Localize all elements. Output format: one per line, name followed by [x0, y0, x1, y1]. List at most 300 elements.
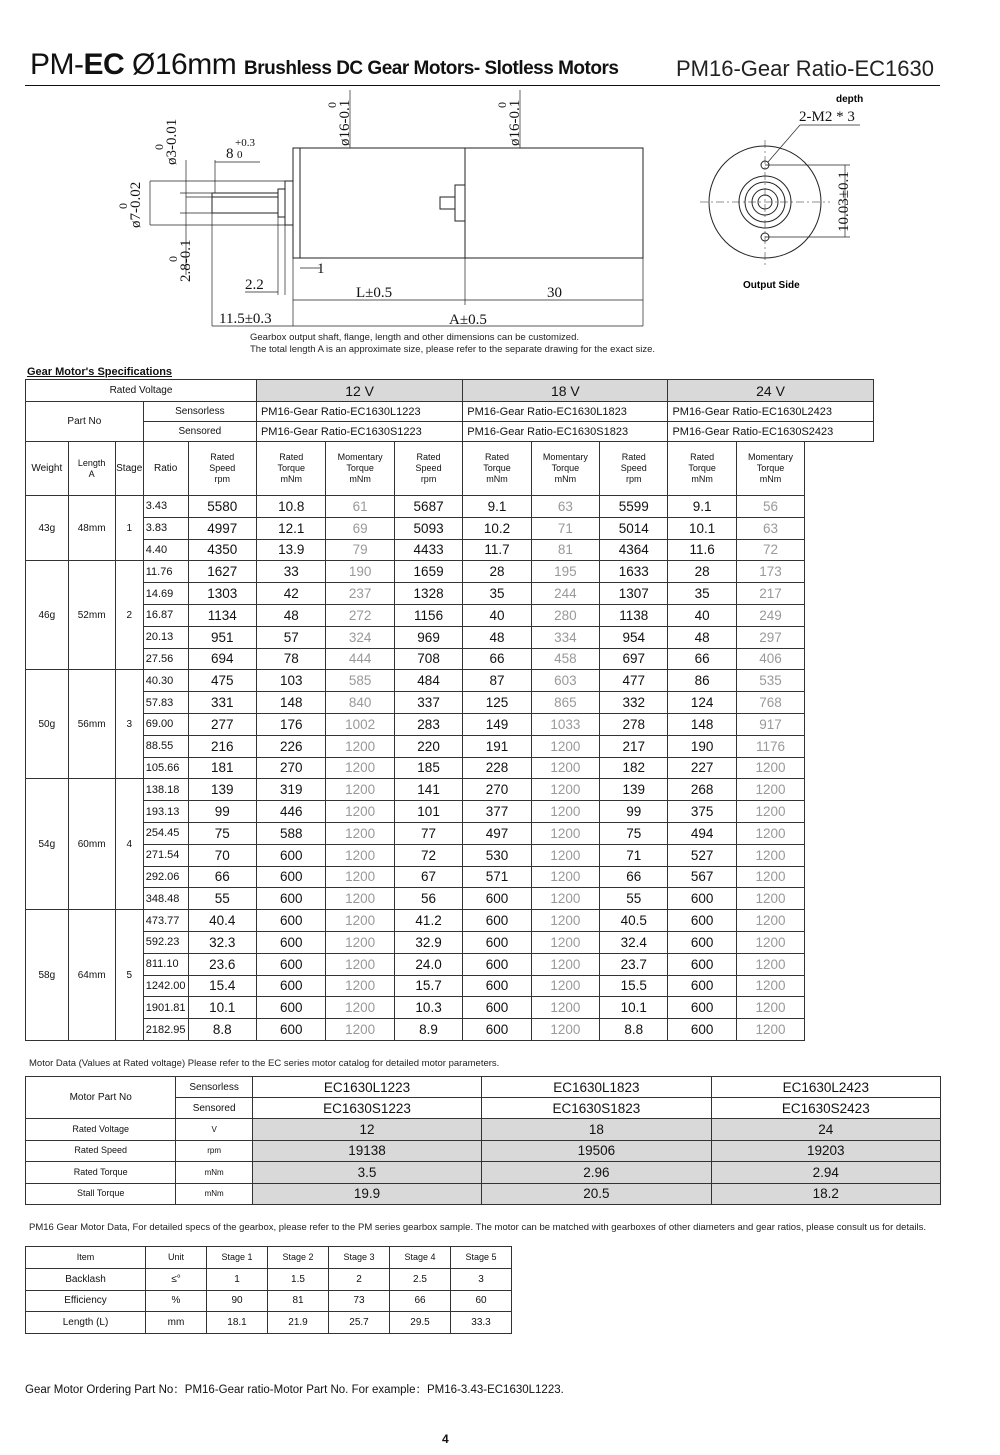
momentary-torque-cell: 1200 [326, 953, 394, 975]
col-length-text: Length [77, 457, 106, 468]
momentary-torque-cell: 1200 [531, 801, 599, 823]
momentary-torque-cell: 1200 [531, 910, 599, 932]
ratio-cell: 348.48 [143, 888, 188, 910]
rated-torque-cell: 600 [256, 997, 326, 1019]
momentary-torque-cell: 1200 [736, 1019, 804, 1041]
rated-torque-cell: 600 [463, 910, 531, 932]
motor-sensorless-part: EC1630L1823 [482, 1077, 711, 1098]
rated-speed-cell: 8.8 [600, 1019, 668, 1041]
ratio-cell: 473.77 [143, 910, 188, 932]
momentary-torque-cell: 1200 [326, 844, 394, 866]
momentary-torque-cell: 1200 [736, 997, 804, 1019]
header-text: Rated [279, 452, 304, 462]
ratio-cell: 3.83 [143, 517, 188, 539]
rated-torque-cell: 375 [668, 801, 736, 823]
rated-torque-cell: 42 [256, 583, 326, 605]
weight-cell: 50g [26, 670, 69, 779]
rated-torque-cell: 12.1 [256, 517, 326, 539]
rated-speed-cell: 23.6 [188, 953, 256, 975]
momentary-torque-cell: 1200 [736, 822, 804, 844]
rated-speed-cell: 708 [394, 648, 462, 670]
momentary-torque-cell: 69 [326, 517, 394, 539]
page-header [25, 42, 940, 86]
rated-torque-cell: 190 [668, 735, 736, 757]
rated-speed-cell: 220 [394, 735, 462, 757]
momentary-torque-cell: 1200 [736, 779, 804, 801]
momentary-torque-cell: 1200 [531, 822, 599, 844]
rated-speed-cell: 70 [188, 844, 256, 866]
rated-torque-cell: 270 [463, 779, 531, 801]
momentary-torque-cell: 297 [736, 626, 804, 648]
sensorless-label: Sensorless [176, 1077, 252, 1098]
motor-param-label: Rated Voltage [26, 1119, 176, 1141]
momentary-torque-cell: 244 [531, 583, 599, 605]
rated-torque-cell: 600 [463, 997, 531, 1019]
gear-item-label: Efficiency [26, 1290, 146, 1312]
momentary-torque-cell: 1200 [531, 779, 599, 801]
length-cell: 52mm [68, 561, 115, 670]
rated-torque-cell: 10.1 [668, 517, 736, 539]
title-pm: PM- [30, 48, 84, 81]
rated-speed-cell: 278 [600, 713, 668, 735]
model-title: PM16-Gear Ratio-EC1630 [675, 56, 934, 81]
header-text: Torque [483, 463, 511, 473]
dim-boss-dia: ø7-0.02 [128, 181, 144, 228]
gear-item-label: Backlash [26, 1269, 146, 1291]
table-row [26, 953, 941, 975]
table-row [26, 1119, 941, 1141]
rated-torque-cell: 191 [463, 735, 531, 757]
ratio-cell: 69.00 [143, 713, 188, 735]
header-text: mNm [554, 474, 577, 484]
rated-speed-cell: 139 [188, 779, 256, 801]
sensored-label: Sensored [143, 422, 256, 442]
gear-value: 81 [268, 1290, 329, 1312]
rated-speed-cell: 694 [188, 648, 256, 670]
rated-torque-cell: 319 [256, 779, 326, 801]
gear-header: Stage 1 [207, 1247, 268, 1269]
ratio-cell: 88.55 [143, 735, 188, 757]
rated-speed-cell: 10.1 [188, 997, 256, 1019]
motor-param-value: 24 [711, 1119, 940, 1141]
motor-data-caption: Motor Data (Values at Rated voltage) Please refer to the EC series motor catalog for detailed motor parameters. [29, 1058, 500, 1069]
rated-torque-cell: 149 [463, 713, 531, 735]
length-cell: 60mm [68, 779, 115, 910]
stage-cell: 3 [115, 670, 143, 779]
length-cell: 64mm [68, 910, 115, 1041]
weight-cell: 58g [26, 910, 69, 1041]
motor-data-table [25, 1076, 941, 1205]
ordering-info: Gear Motor Ordering Part No：PM16-Gear ratio-Motor Part No. For example：PM16-3.43-EC1630L1223. [25, 1384, 564, 1396]
rated-speed-cell: 951 [188, 626, 256, 648]
rated-torque-cell: 600 [463, 931, 531, 953]
motor-sensored-part: EC1630S2423 [711, 1098, 940, 1119]
motor-param-value: 19203 [711, 1140, 940, 1162]
header-text: Rated [210, 452, 235, 462]
header-text: rpm [420, 474, 437, 484]
col-momentary-torque [736, 442, 804, 496]
gear-value: 3 [451, 1269, 512, 1291]
motor-param-unit: rpm [176, 1140, 252, 1162]
ratio-cell: 254.45 [143, 822, 188, 844]
motor-param-unit: mNm [176, 1183, 252, 1205]
rated-speed-cell: 8.9 [394, 1019, 462, 1041]
dim-shaft-len-tol2: 0 [237, 149, 243, 161]
table-row [26, 866, 941, 888]
motor-sensored-part: EC1630S1223 [252, 1098, 481, 1119]
table-row [26, 931, 941, 953]
momentary-torque-cell: 81 [531, 539, 599, 561]
rated-torque-cell: 66 [463, 648, 531, 670]
sensorless-part-no: PM16-Gear Ratio-EC1630L2423 [668, 402, 873, 422]
rated-speed-cell: 75 [188, 822, 256, 844]
gear-header: Stage 3 [329, 1247, 390, 1269]
col-ratio: Ratio [143, 442, 188, 496]
header-text: Rated [690, 452, 715, 462]
momentary-torque-cell: 1200 [531, 844, 599, 866]
rated-torque-cell: 600 [668, 910, 736, 932]
sensored-part-no: PM16-Gear Ratio-EC1630S1223 [256, 422, 462, 442]
table-row [26, 442, 941, 496]
dim-30: 30 [547, 285, 562, 301]
momentary-torque-cell: 1200 [531, 975, 599, 997]
motor-param-label: Rated Speed [26, 1140, 176, 1162]
gear-header: Stage 2 [268, 1247, 329, 1269]
ratio-cell: 40.30 [143, 670, 188, 692]
rated-torque-cell: 48 [463, 626, 531, 648]
gear-value: 21.9 [268, 1312, 329, 1334]
dim-boss-len: 2.2 [245, 277, 264, 293]
momentary-torque-cell: 1200 [326, 910, 394, 932]
momentary-torque-cell: 768 [736, 692, 804, 714]
spec-title: Gear Motor's Specifications [27, 366, 173, 378]
col-rated-torque [668, 442, 736, 496]
ratio-cell: 592.23 [143, 931, 188, 953]
rated-speed-cell: 697 [600, 648, 668, 670]
rated-torque-cell: 227 [668, 757, 736, 779]
momentary-torque-cell: 1200 [326, 1019, 394, 1041]
ratio-cell: 292.06 [143, 866, 188, 888]
ratio-cell: 16.87 [143, 604, 188, 626]
ratio-cell: 11.76 [143, 561, 188, 583]
gear-header: Item [26, 1247, 146, 1269]
momentary-torque-cell: 1200 [736, 975, 804, 997]
momentary-torque-cell: 1200 [531, 866, 599, 888]
motor-param-value: 12 [252, 1119, 481, 1141]
table-row [26, 713, 941, 735]
momentary-torque-cell: 56 [736, 496, 804, 518]
depth-label: depth [836, 94, 864, 105]
motor-param-unit: V [176, 1119, 252, 1141]
header-text: Torque [277, 463, 305, 473]
momentary-torque-cell: 1176 [736, 735, 804, 757]
rated-torque-cell: 530 [463, 844, 531, 866]
motor-param-value: 19506 [482, 1140, 711, 1162]
dim-L: L±0.5 [356, 285, 393, 301]
header-text: Momentary [542, 452, 588, 462]
momentary-torque-cell: 324 [326, 626, 394, 648]
rated-torque-cell: 600 [256, 1019, 326, 1041]
rated-speed-cell: 56 [394, 888, 462, 910]
header-text: rpm [625, 474, 642, 484]
gear-header: Stage 5 [451, 1247, 512, 1269]
sensorless-label: Sensorless [143, 402, 256, 422]
sensored-part-no: PM16-Gear Ratio-EC1630S1823 [463, 422, 668, 442]
rated-speed-cell: 15.5 [600, 975, 668, 997]
rated-speed-cell: 8.8 [188, 1019, 256, 1041]
gear-value: 60 [451, 1290, 512, 1312]
rated-speed-cell: 4350 [188, 539, 256, 561]
table-row [26, 422, 941, 442]
rated-speed-cell: 337 [394, 692, 462, 714]
stage-cell: 2 [115, 561, 143, 670]
motor-param-value: 18 [482, 1119, 711, 1141]
rated-torque-cell: 40 [668, 604, 736, 626]
rated-speed-cell: 40.5 [600, 910, 668, 932]
ratio-cell: 811.10 [143, 953, 188, 975]
rated-torque-cell: 600 [668, 975, 736, 997]
dim-shaft-len-tol: +0.3 [235, 137, 255, 149]
rated-torque-cell: 103 [256, 670, 326, 692]
rated-torque-cell: 600 [668, 953, 736, 975]
rated-speed-cell: 67 [394, 866, 462, 888]
momentary-torque-cell: 1200 [326, 888, 394, 910]
dim-flat: 2.8-0.1 [178, 239, 194, 282]
momentary-torque-cell: 1200 [326, 779, 394, 801]
header-text: Momentary [337, 452, 383, 462]
col-rated-speed [188, 442, 256, 496]
momentary-torque-cell: 195 [531, 561, 599, 583]
header-text: mNm [486, 474, 508, 484]
rated-speed-cell: 1156 [394, 604, 462, 626]
stage-cell: 4 [115, 779, 143, 910]
motor-param-value: 2.94 [711, 1162, 940, 1184]
gear-value: 2 [329, 1269, 390, 1291]
rated-torque-cell: 377 [463, 801, 531, 823]
weight-cell: 43g [26, 496, 69, 561]
thread-label: 2-M2 * 3 [799, 109, 855, 125]
rated-speed-cell: 32.9 [394, 931, 462, 953]
table-row [26, 561, 941, 583]
rated-torque-cell: 125 [463, 692, 531, 714]
length-cell: 48mm [68, 496, 115, 561]
title-diameter: Ø16mm [124, 48, 245, 81]
technical-drawing [0, 86, 1000, 332]
rated-speed-cell: 99 [188, 801, 256, 823]
weight-cell: 46g [26, 561, 69, 670]
note-line: Gearbox output shaft, flange, length and other dimensions can be customized. [250, 332, 580, 343]
rated-torque-cell: 35 [668, 583, 736, 605]
rated-speed-cell: 32.4 [600, 931, 668, 953]
gear-header: Stage 4 [390, 1247, 451, 1269]
gear-note: PM16 Gear Motor Data, For detailed specs of the gearbox, please refer to the PM series gearbox sample. The motor can be matched with gearboxes of other diameters and gear ratios, please consult us for details. [29, 1222, 926, 1233]
table-row [26, 583, 941, 605]
momentary-torque-cell: 1200 [326, 975, 394, 997]
table-row [26, 1312, 512, 1334]
header-text: Momentary [748, 452, 794, 462]
rated-torque-cell: 48 [256, 604, 326, 626]
rated-voltage-label: Rated Voltage [26, 380, 257, 402]
rated-speed-cell: 66 [600, 866, 668, 888]
momentary-torque-cell: 458 [531, 648, 599, 670]
rated-torque-cell: 57 [256, 626, 326, 648]
rated-torque-cell: 600 [463, 888, 531, 910]
rated-torque-cell: 176 [256, 713, 326, 735]
motor-part-no-label: Motor Part No [26, 1077, 176, 1119]
gear-value: 33.3 [451, 1312, 512, 1334]
rated-speed-cell: 475 [188, 670, 256, 692]
rated-torque-cell: 527 [668, 844, 736, 866]
rated-torque-cell: 600 [668, 931, 736, 953]
dim-flange-dia-top: 0 [325, 102, 339, 108]
rated-speed-cell: 1307 [600, 583, 668, 605]
momentary-torque-cell: 334 [531, 626, 599, 648]
rated-torque-cell: 28 [463, 561, 531, 583]
gear-unit: mm [146, 1312, 207, 1334]
table-row [26, 1247, 512, 1269]
table-row [26, 735, 941, 757]
header-text: mNm [691, 474, 713, 484]
header-text: mNm [759, 474, 782, 484]
length-cell: 56mm [68, 670, 115, 779]
rated-torque-cell: 588 [256, 822, 326, 844]
rated-torque-cell: 28 [668, 561, 736, 583]
header-text: Rated [621, 452, 646, 462]
table-row [26, 888, 941, 910]
rated-torque-cell: 600 [463, 953, 531, 975]
ratio-cell: 2182.95 [143, 1019, 188, 1041]
rated-speed-cell: 4997 [188, 517, 256, 539]
motor-param-unit: mNm [176, 1162, 252, 1184]
rated-speed-cell: 10.1 [600, 997, 668, 1019]
rated-speed-cell: 101 [394, 801, 462, 823]
gear-value: 2.5 [390, 1269, 451, 1291]
rated-speed-cell: 40.4 [188, 910, 256, 932]
table-row [26, 517, 941, 539]
rated-torque-cell: 66 [668, 648, 736, 670]
rated-speed-cell: 277 [188, 713, 256, 735]
momentary-torque-cell: 272 [326, 604, 394, 626]
rated-torque-cell: 600 [256, 975, 326, 997]
momentary-torque-cell: 71 [531, 517, 599, 539]
note-line: The total length A is an approximate size, please refer to the separate drawing for the exact size. [250, 344, 656, 355]
rated-torque-cell: 48 [668, 626, 736, 648]
ratio-cell: 57.83 [143, 692, 188, 714]
rated-torque-cell: 567 [668, 866, 736, 888]
momentary-torque-cell: 603 [531, 670, 599, 692]
rated-torque-cell: 494 [668, 822, 736, 844]
dim-10-03: 10.03±0.1 [836, 171, 852, 232]
rated-torque-cell: 226 [256, 735, 326, 757]
drawing-notes [250, 332, 655, 356]
rated-torque-cell: 78 [256, 648, 326, 670]
momentary-torque-cell: 840 [326, 692, 394, 714]
rated-speed-cell: 71 [600, 844, 668, 866]
rated-speed-cell: 182 [600, 757, 668, 779]
momentary-torque-cell: 1200 [326, 931, 394, 953]
momentary-torque-cell: 217 [736, 583, 804, 605]
rated-speed-cell: 41.2 [394, 910, 462, 932]
rated-torque-cell: 87 [463, 670, 531, 692]
motor-param-value: 18.2 [711, 1183, 940, 1205]
momentary-torque-cell: 444 [326, 648, 394, 670]
momentary-torque-cell: 1200 [531, 888, 599, 910]
rated-torque-cell: 40 [463, 604, 531, 626]
part-no-label: Part No [26, 402, 144, 442]
motor-sensorless-part: EC1630L1223 [252, 1077, 481, 1098]
rated-speed-cell: 55 [188, 888, 256, 910]
stage-cell: 1 [115, 496, 143, 561]
rated-torque-cell: 9.1 [668, 496, 736, 518]
sensorless-part-no: PM16-Gear Ratio-EC1630L1223 [256, 402, 462, 422]
table-row [26, 626, 941, 648]
rated-torque-cell: 33 [256, 561, 326, 583]
momentary-torque-cell: 1200 [326, 735, 394, 757]
col-rated-torque [256, 442, 326, 496]
gear-value: 1.5 [268, 1269, 329, 1291]
rated-torque-cell: 600 [463, 975, 531, 997]
rated-torque-cell: 497 [463, 822, 531, 844]
output-side-label: Output Side [743, 280, 800, 291]
dim-flat-top: 0 [166, 256, 180, 262]
momentary-torque-cell: 1002 [326, 713, 394, 735]
rated-torque-cell: 600 [256, 866, 326, 888]
rated-torque-cell: 13.9 [256, 539, 326, 561]
ratio-cell: 4.40 [143, 539, 188, 561]
motor-param-label: Stall Torque [26, 1183, 176, 1205]
dim-flange-dia: ø16-0.1 [337, 99, 353, 146]
table-row [26, 1140, 941, 1162]
rated-speed-cell: 1627 [188, 561, 256, 583]
rated-speed-cell: 954 [600, 626, 668, 648]
momentary-torque-cell: 1200 [736, 801, 804, 823]
rated-speed-cell: 1134 [188, 604, 256, 626]
header-text: Rated [416, 452, 441, 462]
ratio-cell: 138.18 [143, 779, 188, 801]
rated-torque-cell: 9.1 [463, 496, 531, 518]
col-rated-speed [600, 442, 668, 496]
ratio-cell: 1901.81 [143, 997, 188, 1019]
momentary-torque-cell: 1200 [736, 931, 804, 953]
page-title [30, 48, 618, 82]
rated-torque-cell: 86 [668, 670, 736, 692]
table-row [26, 844, 941, 866]
rated-speed-cell: 1659 [394, 561, 462, 583]
table-row [26, 1183, 941, 1205]
header-text: Speed [209, 463, 236, 473]
col-momentary-torque [531, 442, 599, 496]
table-row [26, 1019, 941, 1041]
momentary-torque-cell: 63 [531, 496, 599, 518]
dim-shaft-len: 8 [226, 146, 234, 162]
dim-motor-dia-top: 0 [495, 102, 509, 108]
momentary-torque-cell: 237 [326, 583, 394, 605]
rated-torque-cell: 268 [668, 779, 736, 801]
rated-speed-cell: 217 [600, 735, 668, 757]
rated-speed-cell: 15.7 [394, 975, 462, 997]
ratio-cell: 20.13 [143, 626, 188, 648]
table-row [26, 757, 941, 779]
rated-speed-cell: 99 [600, 801, 668, 823]
momentary-torque-cell: 1200 [531, 735, 599, 757]
momentary-torque-cell: 535 [736, 670, 804, 692]
sensored-label: Sensored [176, 1098, 252, 1119]
col-length [68, 442, 115, 496]
rated-speed-cell: 55 [600, 888, 668, 910]
gear-value: 18.1 [207, 1312, 268, 1334]
ratio-cell: 271.54 [143, 844, 188, 866]
table-row [26, 1269, 512, 1291]
